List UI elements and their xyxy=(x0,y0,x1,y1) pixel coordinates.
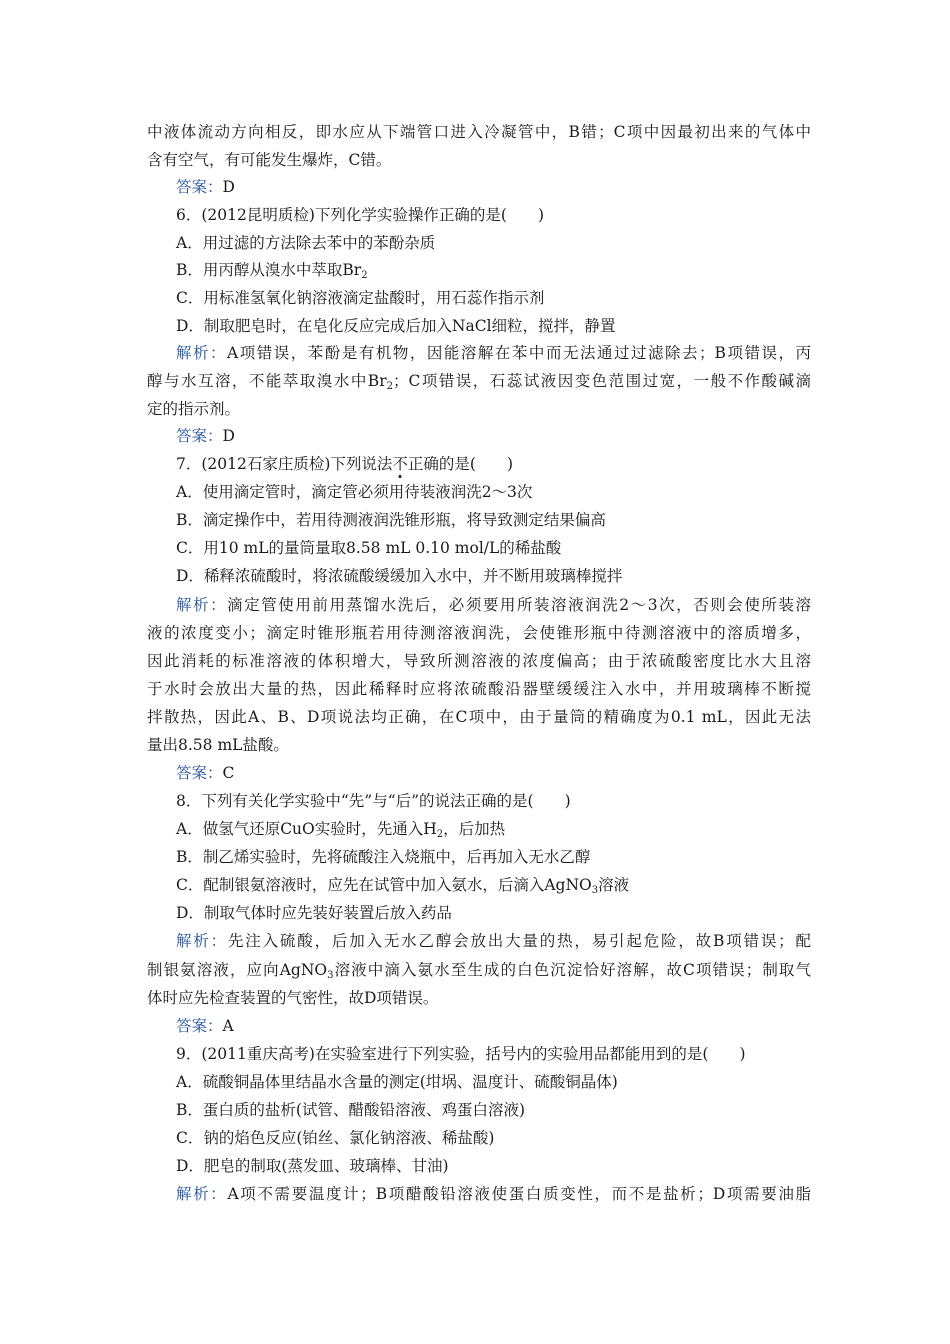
text-line xyxy=(147,149,811,171)
question-stem xyxy=(176,453,811,475)
option-text: A．使用滴定管时，滴定管必须用待装液润洗2～3次 xyxy=(176,483,533,501)
analysis-text: A项不需要温度计；B项醋酸铅溶液使蛋白质变性，而不是盐析；D项需要油脂 xyxy=(227,1185,811,1203)
line-text: A．做氢气还原CuO实验时，先通入H xyxy=(176,820,437,838)
question-text: 9．(2011重庆高考)在实验室进行下列实验，括号内的实验用品都能用到的是( ) xyxy=(176,1045,746,1063)
answer-label: 答案： xyxy=(176,1017,223,1035)
answer-option xyxy=(176,481,811,503)
emphasis-mark: 不 xyxy=(392,455,408,473)
analysis-text: 滴定管使用前用蒸馏水洗后，必须要用所装溶液润洗2～3次，否则会使所装溶 xyxy=(227,596,811,614)
line-text: 制银氨溶液，应向AgNO xyxy=(147,961,328,979)
text-line xyxy=(147,650,811,672)
subscript: 2 xyxy=(436,829,444,840)
answer-option xyxy=(176,874,811,896)
text-line xyxy=(147,987,811,1009)
answer-line xyxy=(176,176,811,198)
answer-line xyxy=(176,1015,811,1037)
answer-option xyxy=(176,902,811,924)
option-text: B．蛋白质的盐析(试管、醋酸铅溶液、鸡蛋白溶液) xyxy=(176,1101,525,1119)
answer-option xyxy=(176,232,811,254)
question-text: 6．(2012昆明质检)下列化学实验操作正确的是( ) xyxy=(176,206,544,224)
answer-option xyxy=(176,315,811,337)
question-text: 正确的是( ) xyxy=(407,455,514,473)
answer-option xyxy=(176,846,811,868)
answer-value: D xyxy=(222,178,235,196)
answer-line xyxy=(176,762,811,784)
answer-option xyxy=(176,287,811,309)
text-line xyxy=(147,678,811,700)
line-text: 量出8.58 mL盐酸。 xyxy=(147,736,289,754)
text-line xyxy=(147,398,811,420)
text-line xyxy=(147,121,811,143)
line-text: 溶液 xyxy=(598,876,630,894)
question-text: 7．(2012石家庄质检)下列说法 xyxy=(176,455,393,473)
option-text: D．制取气体时应先装好装置后放入药品 xyxy=(176,904,452,922)
question-stem xyxy=(176,790,811,812)
option-text: D．稀释浓硫酸时，将浓硫酸缓缓加入水中，并不断用玻璃棒搅拌 xyxy=(176,567,623,585)
analysis-line xyxy=(176,930,811,952)
line-text: 醇与水互溶，不能萃取溴水中Br xyxy=(147,372,387,390)
line-text: 于水时会放出大量的热，因此稀释时应将浓硫酸沿器壁缓缓注入水中，并用玻璃棒不断搅 xyxy=(147,680,811,698)
option-text: D．肥皂的制取(蒸发皿、玻璃棒、甘油) xyxy=(176,1157,449,1175)
option-text: A．用过滤的方法除去苯中的苯酚杂质 xyxy=(176,234,436,252)
answer-label: 答案： xyxy=(176,427,223,445)
line-text: ；C项错误，石蕊试液因变色范围过宽，一般不作酸碱滴 xyxy=(392,372,811,390)
analysis-label: 解析： xyxy=(176,344,228,362)
answer-option xyxy=(176,1127,811,1149)
line-text: 液的浓度变小；滴定时锥形瓶若用待测溶液润洗，会使锥形瓶中待测溶液中的溶质增多， xyxy=(147,624,811,642)
option-text: D．制取肥皂时，在皂化反应完成后加入NaCl细粒，搅拌，静置 xyxy=(176,317,616,335)
question-stem xyxy=(176,204,811,226)
line-text: ，后加热 xyxy=(443,820,506,838)
answer-value: C xyxy=(222,764,235,782)
answer-option xyxy=(176,818,811,840)
analysis-text: 先注入硫酸，后加入无水乙醇会放出大量的热，易引起危险，故B项错误；配 xyxy=(227,932,811,950)
answer-option xyxy=(176,565,811,587)
answer-option xyxy=(176,1099,811,1121)
answer-line xyxy=(176,425,811,447)
option-text: C．钠的焰色反应(铂丝、氯化钠溶液、稀盐酸) xyxy=(176,1129,495,1147)
answer-option xyxy=(176,537,811,559)
analysis-line xyxy=(176,594,811,616)
answer-value: A xyxy=(222,1017,234,1035)
option-text: B．制乙烯实验时，先将硫酸注入烧瓶中，后再加入无水乙醇 xyxy=(176,848,591,866)
line-text: 溶液中滴入氨水至生成的白色沉淀恰好溶解，故C项错误；制取气 xyxy=(333,961,811,979)
option-text: C．用标准氢氧化钠溶液滴定盐酸时，用石蕊作指示剂 xyxy=(176,289,545,307)
option-text: B．滴定操作中，若用待测液润洗锥形瓶，将导致测定结果偏高 xyxy=(176,511,606,529)
subscript: 2 xyxy=(386,381,393,392)
text-line xyxy=(147,370,811,392)
answer-option xyxy=(176,1155,811,1177)
answer-label: 答案： xyxy=(176,178,223,196)
answer-option xyxy=(176,259,811,281)
analysis-label: 解析： xyxy=(176,932,228,950)
option-text: C．用10 mL的量筒量取8.58 mL 0.10 mol/L的稀盐酸 xyxy=(176,539,562,557)
subscript: 3 xyxy=(591,885,599,896)
line-text: 拌散热，因此A、B、D项说法均正确，在C项中，由于量筒的精确度为0.1 mL，因此无法 xyxy=(147,708,811,726)
text-line xyxy=(147,622,811,644)
question-stem xyxy=(176,1043,811,1065)
line-text: B．用丙醇从溴水中萃取Br xyxy=(176,261,362,279)
answer-label: 答案： xyxy=(176,764,223,782)
answer-option xyxy=(176,1071,811,1093)
text-line xyxy=(147,706,811,728)
option-text: A．硫酸铜晶体里结晶水含量的测定(坩埚、温度计、硫酸铜晶体) xyxy=(176,1073,618,1091)
subscript: 3 xyxy=(327,970,334,981)
answer-value: D xyxy=(222,427,235,445)
analysis-label: 解析： xyxy=(176,596,228,614)
text-line xyxy=(147,959,811,981)
line-text: 体时应先检查装置的气密性，故D项错误。 xyxy=(147,989,439,1007)
line-text: C．配制银氨溶液时，应先在试管中加入氨水，后滴入AgNO xyxy=(176,876,592,894)
question-text: 8．下列有关化学实验中“先”与“后”的说法正确的是( ) xyxy=(176,792,571,810)
subscript: 2 xyxy=(361,270,368,281)
analysis-line xyxy=(176,1183,811,1205)
line-text: 含有空气，有可能发生爆炸，C错。 xyxy=(147,151,392,169)
analysis-line xyxy=(176,342,811,364)
line-text: 因此消耗的标准溶液的体积增大，导致所测溶液的浓度偏高；由于浓硫酸密度比水大且溶 xyxy=(147,652,811,670)
analysis-text: A项错误，苯酚是有机物，因能溶解在苯中而无法通过过滤除去；B项错误，丙 xyxy=(227,344,811,362)
line-text: 定的指示剂。 xyxy=(147,400,241,418)
analysis-label: 解析： xyxy=(176,1185,228,1203)
line-text: 中液体流动方向相反，即水应从下端管口进入冷凝管中，B错；C项中因最初出来的气体中 xyxy=(147,123,811,141)
text-line xyxy=(147,734,811,756)
answer-option xyxy=(176,509,811,531)
